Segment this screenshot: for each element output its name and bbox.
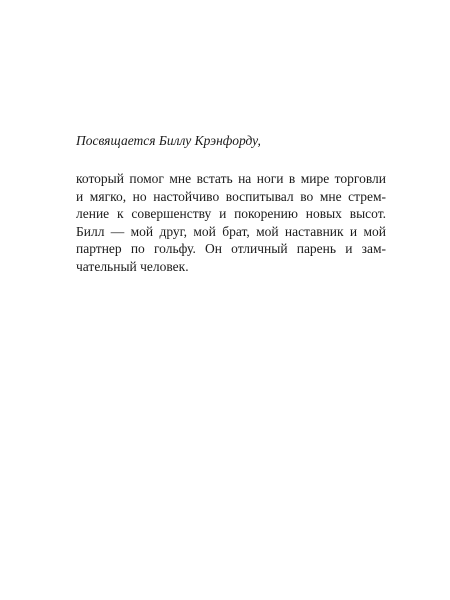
dedication-line: Билл — мой друг, мой брат, мой наставник и мой [76,223,386,239]
dedication-body [76,170,386,275]
dedication-line: чательный человек. [76,258,189,274]
dedication-line: и мягко, но настойчиво воспитывал во мне стрем- [76,188,386,204]
dedication-line: ление к совершенству и покорению новых высот. [76,206,386,221]
dedication-title: Посвящается Биллу Крэнфорду, [76,133,261,148]
dedication-block [76,132,386,275]
dedication-line: партнер по гольфу. Он отличный парень и зам- [76,241,386,256]
dedication-line: который помог мне встать на ноги в мире торговли [76,171,386,186]
